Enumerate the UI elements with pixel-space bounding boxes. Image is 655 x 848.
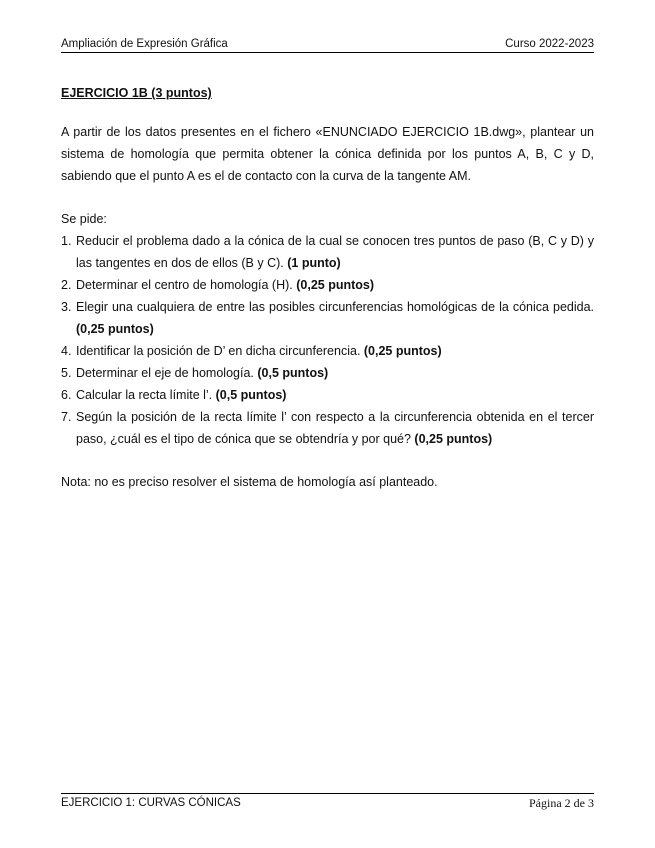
task-text: Calcular la recta límite l’.	[76, 388, 216, 402]
task-points: (0,25 puntos)	[363, 344, 442, 358]
task-points: (0,25 puntos)	[76, 322, 154, 336]
footer-page-number: Página 2 de 3	[529, 796, 594, 810]
task-item	[61, 230, 594, 274]
task-points: (0,25 puntos)	[296, 278, 375, 292]
task-points: (1 punto)	[287, 256, 341, 270]
task-list	[61, 230, 594, 450]
task-number: 4.	[61, 344, 72, 358]
task-number: 1.	[61, 234, 72, 248]
task-item	[61, 296, 594, 340]
task-points: (0,5 puntos)	[257, 366, 329, 380]
task-item	[61, 406, 594, 450]
task-text: Determinar el centro de homología (H).	[76, 278, 297, 292]
footer-section-title: EJERCICIO 1: CURVAS CÓNICAS	[61, 797, 241, 809]
task-number: 6.	[61, 388, 72, 402]
intro-paragraph: A partir de los datos presentes en el fichero «ENUNCIADO EJERCICIO 1B.dwg», plantear un sistema de homología que permita obtener la cónica definida por los puntos A, B, C y D, sabiendo que el punto A es el de contacto con la curva de la tangente AM.	[61, 125, 594, 183]
task-number: 5.	[61, 366, 72, 380]
se-pide-label: Se pide:	[61, 212, 107, 226]
header-academic-year: Curso 2022-2023	[505, 38, 594, 50]
task-text: Determinar el eje de homología.	[76, 366, 258, 380]
task-number: 2.	[61, 278, 72, 292]
task-points: (0,25 puntos)	[414, 432, 493, 446]
task-number: 3.	[61, 300, 72, 314]
header-course-name: Ampliación de Expresión Gráfica	[61, 38, 228, 50]
exercise-title: EJERCICIO 1B (3 puntos)	[61, 86, 212, 100]
task-text: Según la posición de la recta límite l’ con respecto a la circunferencia obtenida en el tercer paso, ¿cuál es el tipo de cónica que se obtendría y por qué?	[76, 410, 594, 446]
task-number: 7.	[61, 410, 72, 424]
page-footer	[61, 793, 594, 810]
task-text: Reducir el problema dado a la cónica de la cual se conocen tres puntos de paso (B, C y D) y las tangentes en dos de ellos (B y C).	[76, 234, 594, 270]
task-item	[61, 340, 594, 362]
task-item	[61, 274, 594, 296]
task-item	[61, 362, 594, 384]
task-item	[61, 384, 594, 406]
page-header	[61, 38, 594, 53]
task-points: (0,5 puntos)	[215, 388, 287, 402]
task-text: Identificar la posición de D’ en dicha circunferencia.	[76, 344, 364, 358]
note-paragraph: Nota: no es preciso resolver el sistema de homología así planteado.	[61, 475, 438, 489]
task-text: Elegir una cualquiera de entre las posibles circunferencias homológicas de la cónica pedida.	[76, 300, 594, 314]
document-body	[61, 82, 594, 493]
